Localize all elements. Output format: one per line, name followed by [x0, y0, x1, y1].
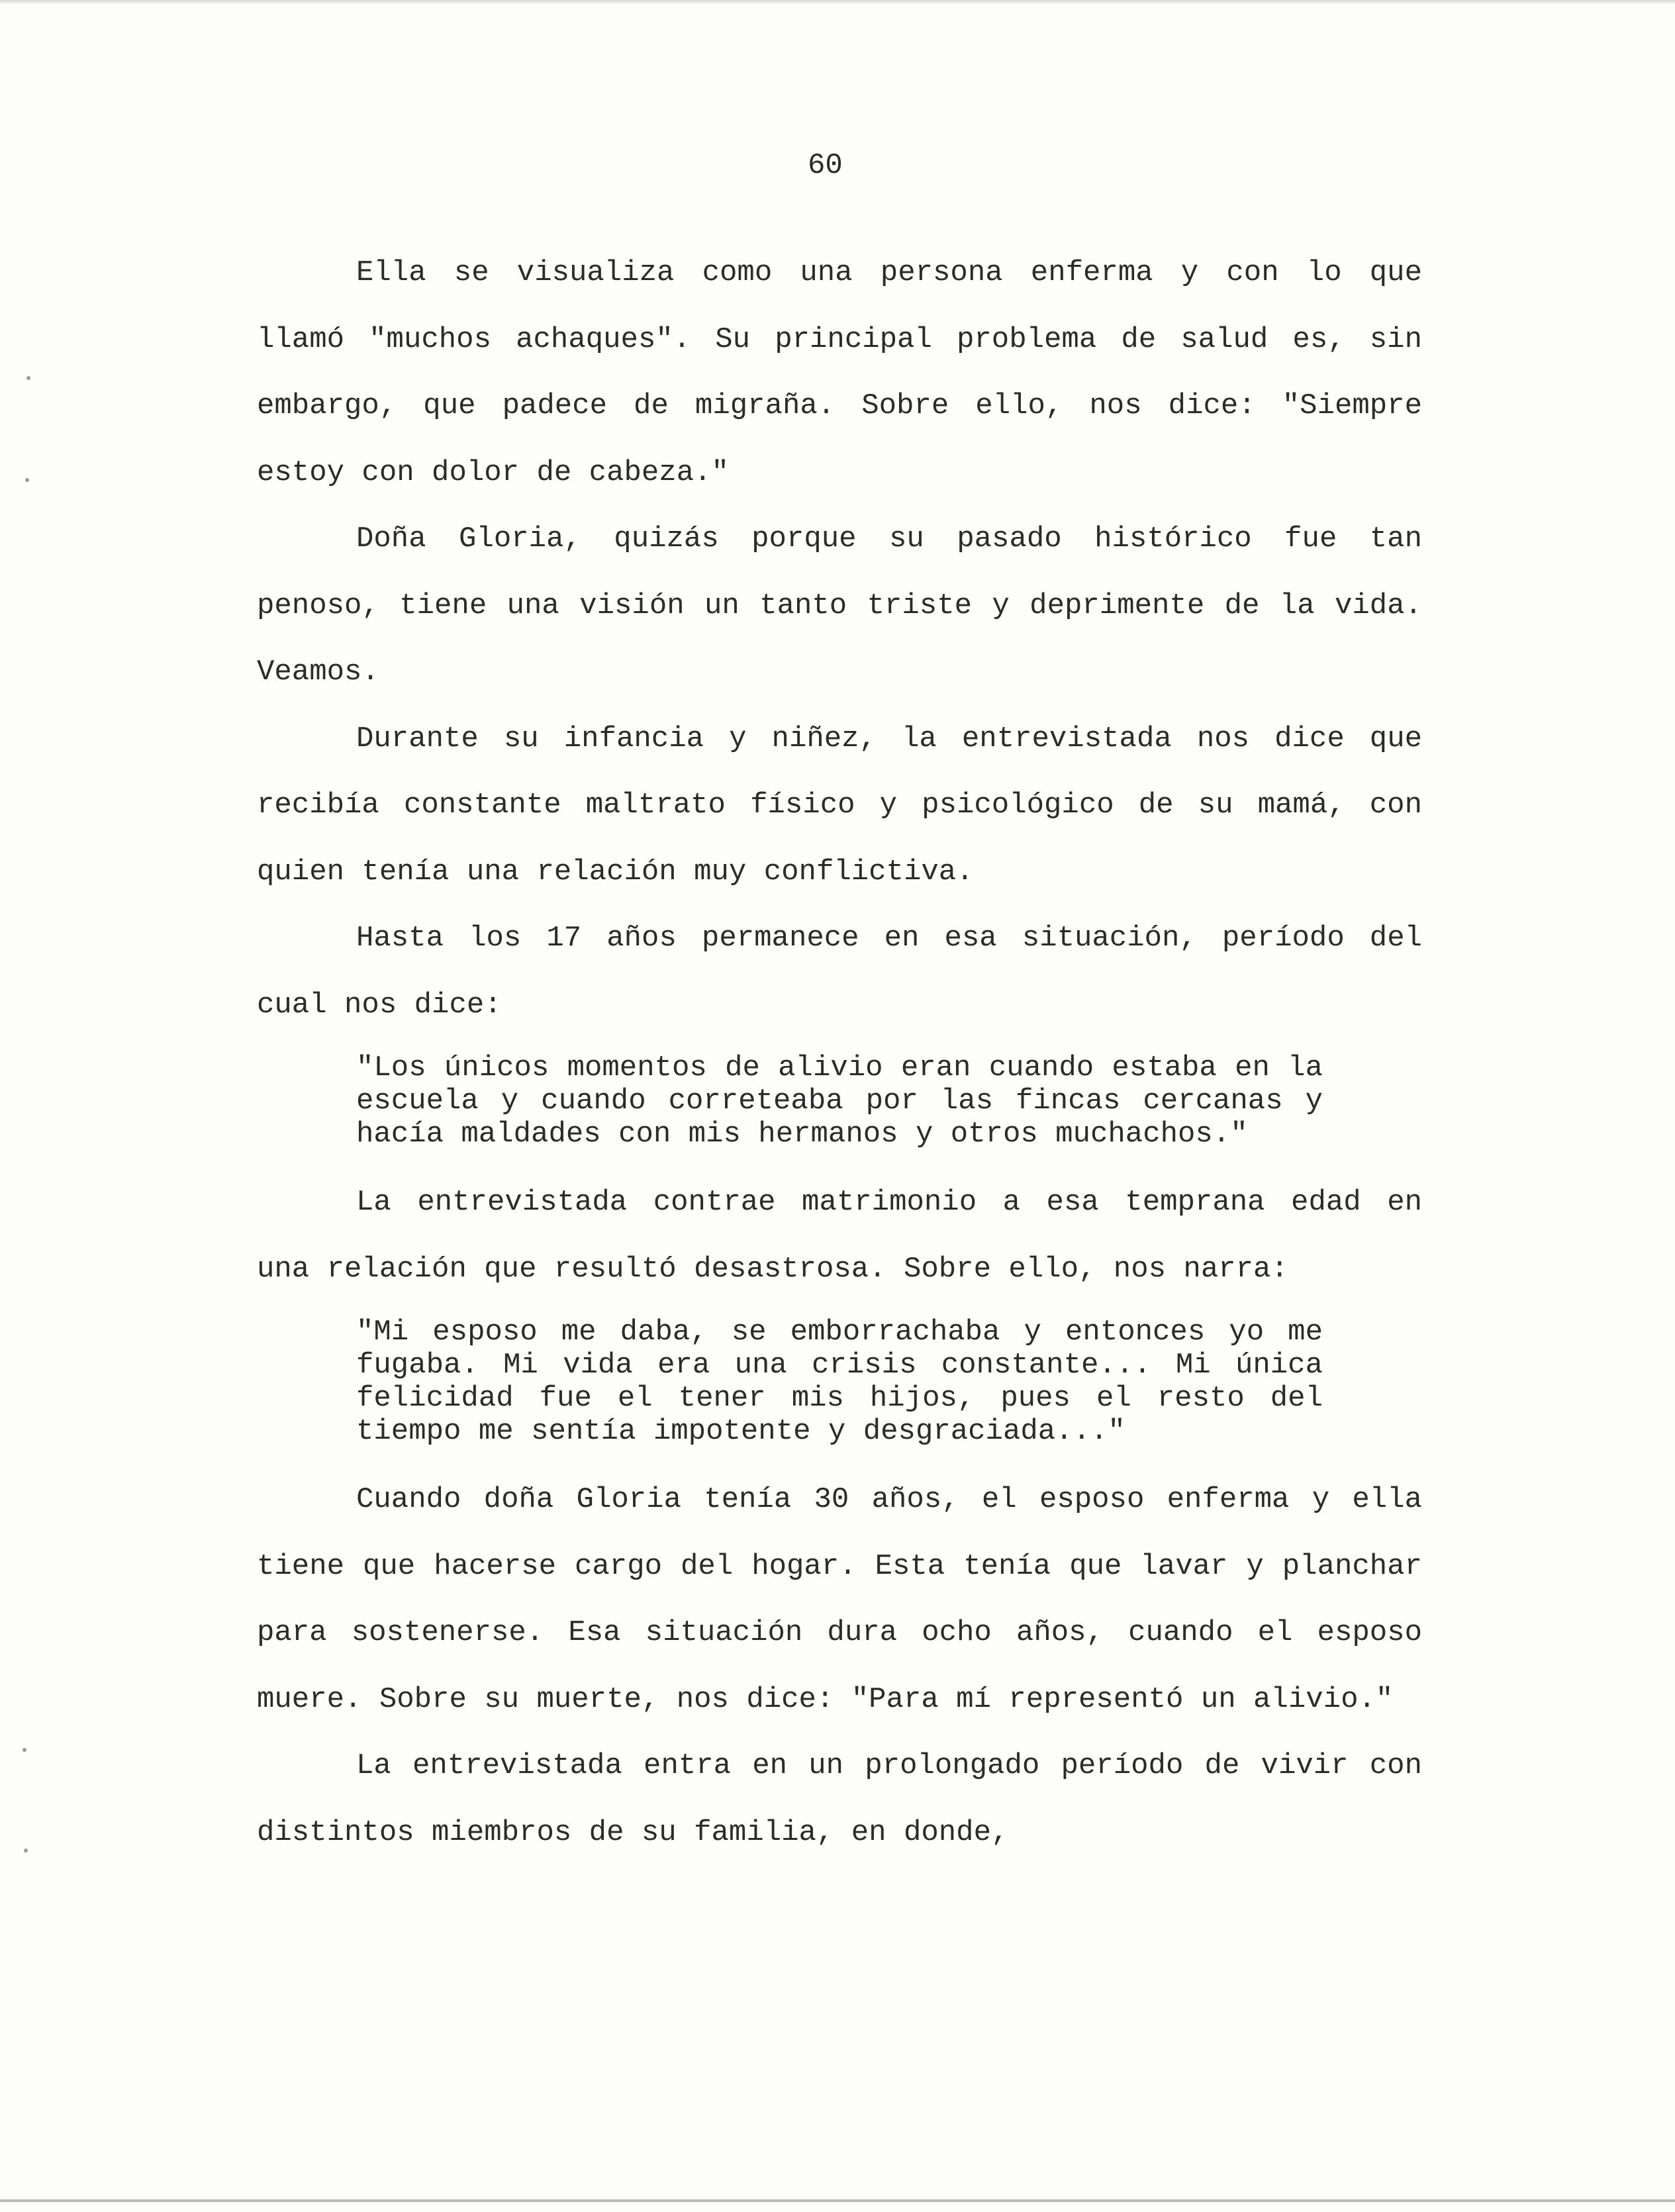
paragraph: Cuando doña Gloria tenía 30 años, el esposo enferma y ella tiene que hacerse cargo del hogar. Esta tenía que lavar y planchar para sostenerse. Esa situación dura ocho años, cuando el esposo muere. Sobre su muerte, nos dice: "Para mí representó un alivio.": [257, 1483, 1422, 1716]
paragraph: Ella se visualiza como una persona enferma y con lo que llamó "muchos achaques". Su principal problema de salud es, sin embargo, que padece de migraña. Sobre ello, nos dice: "Siempre estoy con dolor de cabeza.": [257, 256, 1422, 489]
paragraph: Durante su infancia y niñez, la entrevistada nos dice que recibía constante maltrato físico y psicológico de su mamá, con quien tenía una relación muy conflictiva.: [257, 722, 1422, 889]
block-quote: "Los únicos momentos de alivio eran cuando estaba en la escuela y cuando correteaba por las fincas cercanas y hacía maldades con mis hermanos y otros muchachos.": [356, 1051, 1323, 1151]
paragraph: La entrevistada entra en un prolongado período de vivir con distintos miembros de su familia, en donde,: [257, 1749, 1422, 1849]
scan-speck: [26, 376, 30, 380]
paragraph: La entrevistada contrae matrimonio a esa temprana edad en una relación que resultó desastrosa. Sobre ello, nos narra:: [257, 1186, 1422, 1286]
scan-speck: [24, 1849, 28, 1852]
scan-bottom-edge: [0, 2199, 1675, 2202]
scan-speck: [23, 1748, 26, 1752]
paragraph: Hasta los 17 años permanece en esa situación, período del cual nos dice:: [257, 922, 1422, 1022]
page-number: 60: [808, 149, 843, 182]
scan-top-edge: [0, 0, 1675, 4]
paragraph: Doña Gloria, quizás porque su pasado histórico fue tan penoso, tiene una visión un tanto triste y deprimente de la vida. Veamos.: [257, 522, 1422, 689]
document-body: [257, 240, 1422, 1866]
block-quote: "Mi esposo me daba, se emborrachaba y entonces yo me fugaba. Mi vida era una crisis constante... Mi única felicidad fue el tener mis hijos, pues el resto del tiempo me sentía impotente y desgraciada...": [356, 1316, 1323, 1448]
scan-speck: [25, 478, 29, 482]
